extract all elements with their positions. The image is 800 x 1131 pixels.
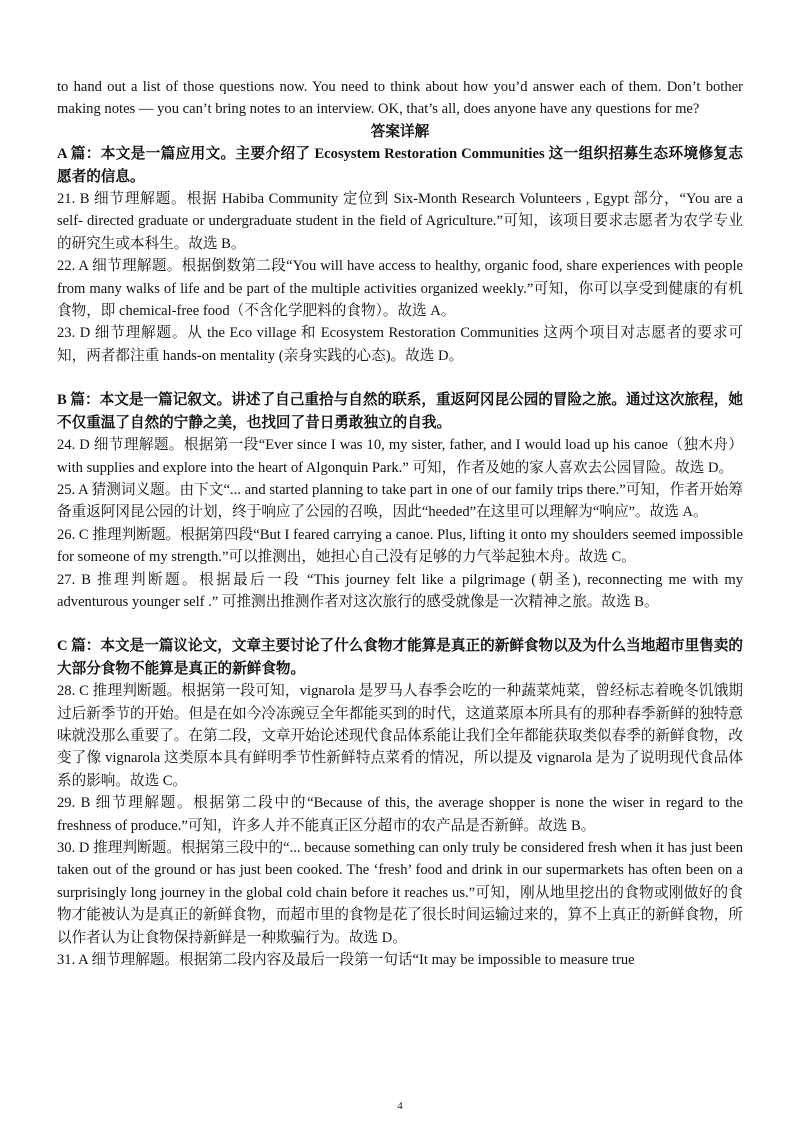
answer-item: 28. C 推理判断题。根据第一段可知，vignarola 是罗马人春季会吃的一种蔬菜炖菜，曾经标志着晚冬饥饿期过后新季节的开始。但是在如今冷冻豌豆全年都能买到的时代，这道菜原本所具有的那种春季新鲜的独特意味就没那么重要了。在第二段，文章开始论述现代食品体系能让我们全年都能获取类似春季的新鲜食物，改变了像 vignarola 这类原本具有鲜明季节性新鲜特点菜肴的情况，所以提及 vignarola 是为了说明现代食品体系的影响。故选 C。 xyxy=(57,683,743,789)
answer-item: 21. B 细节理解题。根据 Habiba Community 定位到 Six-Month Research Volunteers , Egypt 部分，“You are a self- directed graduate or undergraduate student in the field of Agriculture.”可知，该项目要求志愿者为农学专业的研究生或本科生。故选 B。 xyxy=(57,191,743,252)
answer-item: 29. B 细节理解题。根据第二段中的“Because of this, the average shopper is none the wiser in regard to the freshness of produce.”可知，许多人并不能真正区分超市的农产品是否新鲜。故选 B。 xyxy=(57,795,743,834)
answer-item: 30. D 推理判断题。根据第三段中的“... because something can only truly be considered fresh when it has just been taken out of the ground or has just been cooked. The ‘fresh’ food and drink in our supermarkets has often been on a surprisingly long journey in the global cold chain before it reaches us.”可知，刚从地里挖出的食物或刚做好的食物才能被认为是真正的新鲜食物，而超市里的食物是花了很长时间运输过来的，算不上真正的新鲜食物，所以作者认为让食物保持新鲜是一种欺骗行为。故选 D。 xyxy=(57,840,743,946)
page-title: 答案详解 xyxy=(370,123,430,140)
answer-item: 23. D 细节理解题。从 the Eco village 和 Ecosystem Restoration Communities 这两个项目对志愿者的要求可知，两者都注重 hands-on mentality (亲身实践的心态)。故选 D。 xyxy=(57,325,743,364)
section-c-heading: C 篇：本文是一篇议论文，文章主要讨论了什么食物才能算是真正的新鲜食物以及为什么当地超市里售卖的大部分食物不能算是真正的新鲜食物。 xyxy=(57,638,743,677)
answer-item: 26. C 推理判断题。根据第四段“But I feared carrying a canoe. Plus, lifting it onto my shoulders seemed impossible for someone of my strength.”可以推测出，她担心自己没有足够的力气举起独木舟。故选 C。 xyxy=(57,526,743,566)
page-number: 4 xyxy=(397,1100,403,1112)
answer-item: 25. A 猜测词义题。由下文“... and started planning to take part in one of our family trips there.”可知，作者开始筹备重返阿冈昆公园的计划，终于响应了公园的召唤，因此“heeded”在这里可以理解为“响应”。故选 A。 xyxy=(57,481,743,521)
answer-item: 22. A 细节理解题。根据倒数第二段“You will have access to healthy, organic food, share experiences with people from many walks of life and be part of the multiple activities organized weekly.”可知，你可以享受到健康的有机食物，即 chemical-free food（不含化学肥料的食物）。故选 A。 xyxy=(57,258,743,320)
answer-item: 31. A 细节理解题。根据第二段内容及最后一段第一句话“It may be impossible to measure true xyxy=(57,952,635,969)
section-gap xyxy=(57,613,743,635)
answer-item: 27. B 推理判断题。根据最后一段 “This journey felt like a pilgrimage (朝圣), reconnecting me with my adventurous younger self .” 可推测出推测作者对这次旅行的感受就像是一次精神之旅。故选 B。 xyxy=(57,571,743,610)
answer-item: 24. D 细节理解题。根据第一段“Ever since I was 10, my sister, father, and I would load up his canoe（独木舟）with supplies and explore into the heart of Algonquin Park.” 可知，作者及她的家人喜欢去公园冒险。故选 D。 xyxy=(57,437,743,476)
section-gap xyxy=(57,367,743,389)
section-a-heading: A 篇：本文是一篇应用文。主要介绍了 Ecosystem Restoration Communities 这一组织招募生态环境修复志愿者的信息。 xyxy=(57,146,743,185)
section-b-heading: B 篇：本文是一篇记叙文。讲述了自己重拾与自然的联系，重返阿冈昆公园的冒险之旅。通过这次旅程，她不仅重温了自然的宁静之美，也找回了昔日勇敢独立的自我。 xyxy=(57,392,743,431)
answer-document xyxy=(57,76,743,971)
intro-paragraph: to hand out a list of those questions now. You need to think about how you’d answer each of them. Don’t bother making notes — you can’t bring notes to an interview. OK, that’s all, does anyone have any questions for me? xyxy=(57,79,743,118)
